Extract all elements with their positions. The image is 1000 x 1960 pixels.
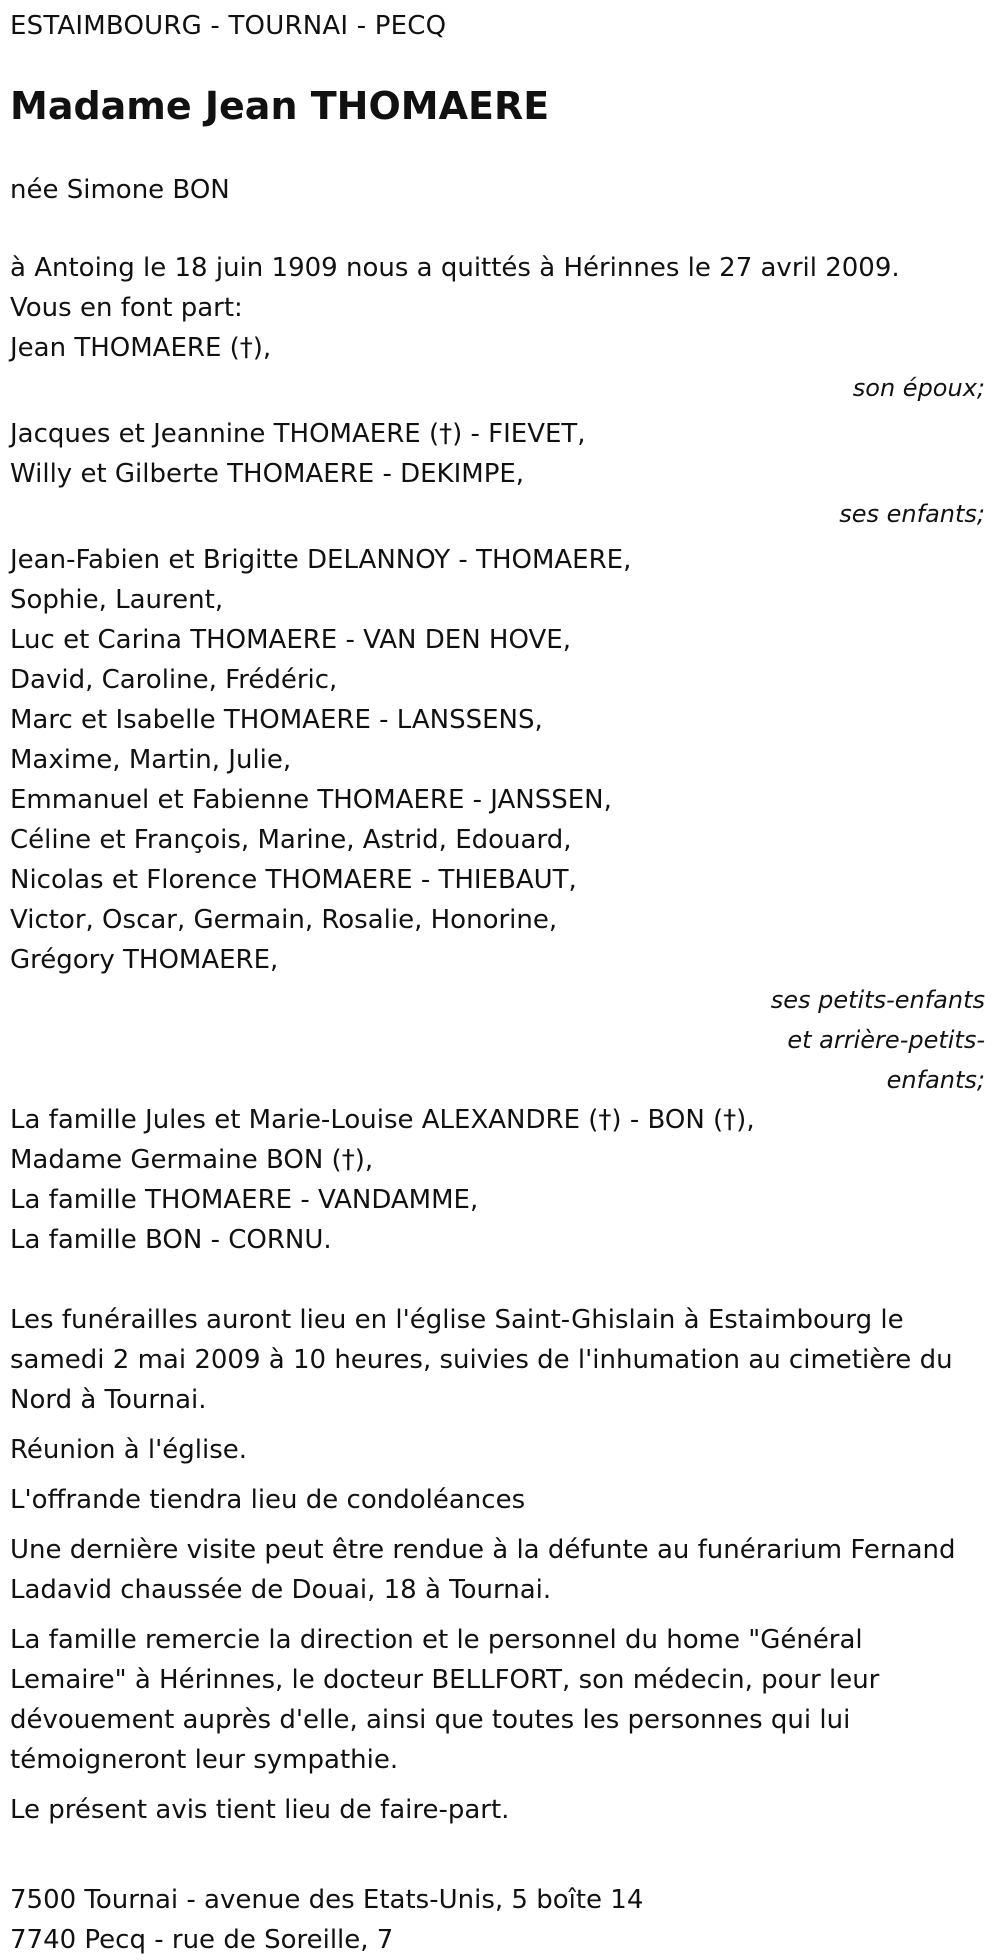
grandchild-line: Marc et Isabelle THOMAERE - LANSSENS, (10, 705, 543, 735)
thanks-paragraph: La famille remercie la direction et le personnel du home "Général Lemaire" à Hérinnes, le docteur BELLFORT, son médecin, pour leur dévouement auprès d'elle, ainsi que toutes les personnes qui lui témoigneront leur sympathie. (10, 1625, 880, 1775)
address-section (10, 1880, 985, 1960)
child-line: Willy et Gilberte THOMAERE - DEKIMPE, (10, 459, 525, 489)
visit-paragraph: Une dernière visite peut être rendue à la défunte au funérarium Fernand Ladavid chaussée de Douai, 18 à Tournai. (10, 1535, 956, 1605)
grandchild-line: Jean-Fabien et Brigitte DELANNOY - THOMAERE, (10, 545, 632, 575)
spouse-role: son époux; (852, 374, 985, 402)
spouse-line: Jean THOMAERE (†), (10, 333, 272, 363)
funeral-details (10, 1300, 985, 1830)
obituary-notice (10, 0, 985, 1960)
child-line: Jacques et Jeannine THOMAERE (†) - FIEVET, (10, 419, 586, 449)
grandchildren-role: enfants; (886, 1066, 985, 1094)
grandchild-line: Nicolas et Florence THOMAERE - THIEBAUT, (10, 865, 577, 895)
spouse-section (10, 328, 985, 408)
grandchild-line: Céline et François, Marine, Astrid, Edouard, (10, 825, 572, 855)
grandchild-line: Emmanuel et Fabienne THOMAERE - JANSSEN, (10, 785, 612, 815)
grandchild-line: Maxime, Martin, Julie, (10, 745, 292, 775)
grandchild-line: Luc et Carina THOMAERE - VAN DEN HOVE, (10, 625, 571, 655)
children-section (10, 414, 985, 534)
deceased-name: Madame Jean THOMAERE (10, 84, 550, 128)
grandchildren-section (10, 540, 985, 1100)
grandchild-line: Grégory THOMAERE, (10, 945, 279, 975)
grandchild-line: David, Caroline, Frédéric, (10, 665, 338, 695)
notice-paragraph: Le présent avis tient lieu de faire-part. (10, 1795, 510, 1825)
other-family-section (10, 1100, 985, 1260)
announcement-intro: Vous en font part: (10, 293, 243, 323)
family-line: La famille Jules et Marie-Louise ALEXANDRE (†) - BON (†), (10, 1105, 755, 1135)
meeting-paragraph: Réunion à l'église. (10, 1435, 248, 1465)
grandchild-line: Victor, Oscar, Germain, Rosalie, Honorine, (10, 905, 558, 935)
maiden-name: née Simone BON (10, 175, 230, 205)
grandchildren-role: et arrière-petits- (787, 1026, 985, 1054)
grandchild-line: Sophie, Laurent, (10, 585, 224, 615)
grandchildren-role: ses petits-enfants (770, 986, 985, 1014)
family-line: La famille BON - CORNU. (10, 1225, 332, 1255)
children-role: ses enfants; (839, 500, 985, 528)
address-line: 7500 Tournai - avenue des Etats-Unis, 5 boîte 14 (10, 1885, 644, 1915)
birth-death-dates: à Antoing le 18 juin 1909 nous a quittés à Hérinnes le 27 avril 2009. (10, 253, 900, 283)
family-line: La famille THOMAERE - VANDAMME, (10, 1185, 479, 1215)
offering-paragraph: L'offrande tiendra lieu de condoléances (10, 1485, 526, 1515)
location-heading: ESTAIMBOURG - TOURNAI - PECQ (10, 11, 447, 41)
address-line: 7740 Pecq - rue de Soreille, 7 (10, 1925, 394, 1955)
family-line: Madame Germaine BON (†), (10, 1145, 374, 1175)
funeral-paragraph: Les funérailles auront lieu en l'église Saint-Ghislain à Estaimbourg le samedi 2 mai 2009 à 10 heures, suivies de l'inhumation au cimetière du Nord à Tournai. (10, 1305, 953, 1415)
